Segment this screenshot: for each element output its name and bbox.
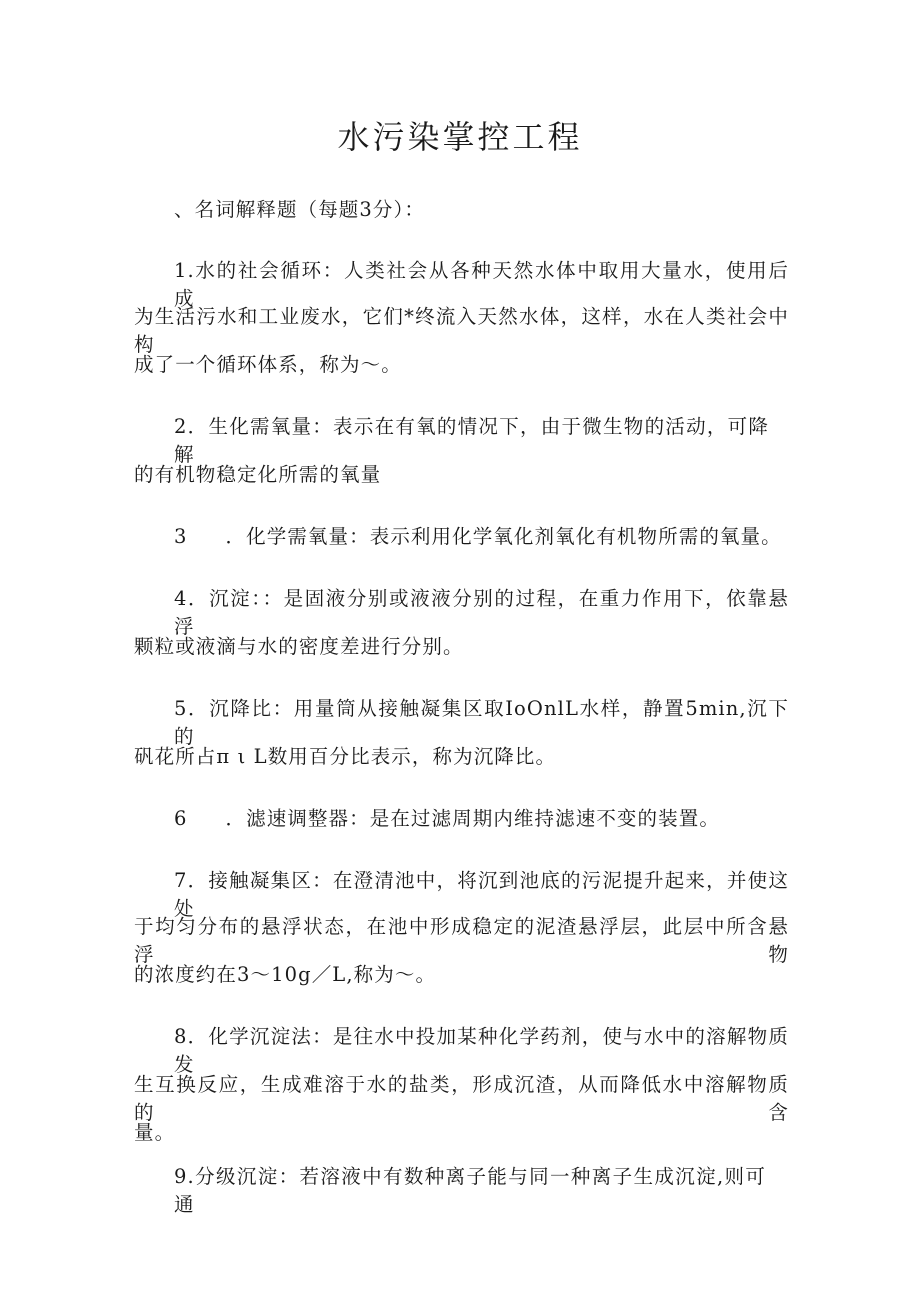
list-item-8-line-2: 生互换反应，生成难溶于水的盐类，形成沉渣，从而降低水中溶解物质的含 xyxy=(134,1073,789,1124)
item-text: 水的社会循环：人类社会从各种天然水体中取用大量水，使用后成 xyxy=(174,259,789,310)
item-text: ．滤速调整器：是在过滤周期内维持滤速不变的装置。 xyxy=(225,807,720,830)
item-number: 8． xyxy=(174,1025,209,1048)
list-item-3-line-1 xyxy=(174,523,782,551)
list-item-2-line-2: 的有机物稳定化所需的氧量 xyxy=(134,463,382,486)
item-number: 1. xyxy=(174,259,195,282)
item-text: 化学沉淀法：是往水中投加某种化学药剂，使与水中的溶解物质发 xyxy=(174,1025,789,1076)
item-number: 6 xyxy=(174,807,188,830)
document-title: 水污染掌控工程 xyxy=(337,118,583,156)
item-text: 沉淀：：是固液分别或液液分别的过程，在重力作用下，依靠悬浮 xyxy=(174,587,789,638)
list-item-6-line-1 xyxy=(174,805,720,833)
list-item-8-line-3: 量。 xyxy=(134,1121,176,1144)
item-text: ．化学需氧量：表示利用化学氧化剂氧化有机物所需的氧量。 xyxy=(225,525,782,548)
item-text: 生化需氧量：表示在有氧的情况下，由于微生物的活动，可降解 xyxy=(174,415,770,466)
item-text: 分级沉淀：若溶液中有数种离子能与同一种离子生成沉淀,则可通 xyxy=(174,1165,766,1216)
list-item-7-line-3: 的浓度约在3～10g／L,称为～。 xyxy=(134,963,437,986)
item-text: 沉降比：用量筒从接触凝集区取IoOnlL水样，静置5min,沉下的 xyxy=(174,697,789,748)
list-item-1-line-3: 成了一个循环体系，称为～。 xyxy=(134,353,402,376)
item-number: 2． xyxy=(174,415,209,438)
list-item-9-line-1 xyxy=(174,1163,766,1219)
section-heading: 、名词解释题（每题3分）： xyxy=(174,198,425,221)
list-item-4-line-2: 颗粒或液滴与水的密度差进行分别。 xyxy=(134,635,464,658)
list-item-5-line-2: 矾花所占π ι L数用百分比表示，称为沉降比。 xyxy=(134,745,557,768)
item-number: 4． xyxy=(174,587,210,610)
item-number: 7． xyxy=(174,869,209,892)
item-number: 5． xyxy=(174,697,210,720)
item-number: 3 xyxy=(174,525,188,548)
list-item-1-line-2: 为生活污水和工业废水，它们*终流入天然水体，这样，水在人类社会中构 xyxy=(134,305,789,356)
list-item-7-line-2: 于均匀分布的悬浮状态，在池中形成稳定的泥渣悬浮层，此层中所含悬浮物 xyxy=(134,915,789,966)
item-number: 9. xyxy=(174,1165,195,1188)
item-text: 接触凝集区：在澄清池中，将沉到池底的污泥提升起来，并使这处 xyxy=(174,869,789,920)
